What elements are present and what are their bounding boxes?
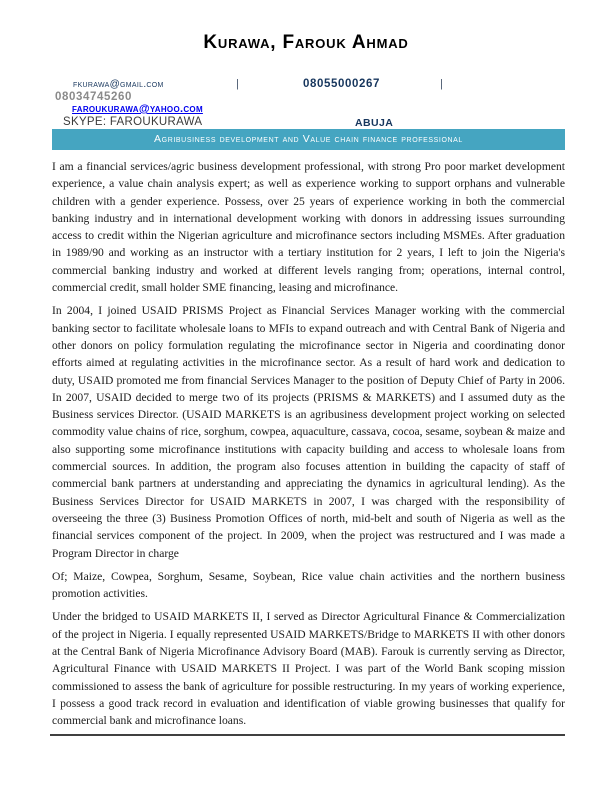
skype-handle: SKYPE: FAROUKURAWA [63, 116, 203, 128]
summary-paragraph-1: I am a financial services/agric business development professional, with strong Pro poor market development experience, a value chain analysis expert; as well as experience working to support orphans and vulnerable children with a gender experience. Possess, over 25 years of experience working in both the commercial banking industry and in international development working with donors in addressing issues surrounding access to credit within the Nigerian agriculture and microfinance sectors including MSMEs. After graduation in 1989/90 and working as an instructor with a tertiary institution for 2 years, I left to join the Nigeria's commercial banking industry and worked at different levels ranging from; operations, internal control, commercial credit, small holder SME financing, leasing and microfinance. [52, 160, 565, 295]
page-title: Kurawa, Farouk Ahmad [203, 32, 409, 53]
phone-secondary: 08034745260 [55, 91, 132, 103]
summary-paragraph-2: In 2004, I joined USAID PRISMS Project as Financial Services Manager working with the commercial banking sector to facilitate wholesale loans to MFIs to expand outreach and with Central Bank of Nigeria and other donors on policy formulation regulating the microfinance sector in Nigeria and coordinating donor efforts aimed at regulating activities in the microfinance sector. As a result of hard work and dedication to duty, USAID promoted me from financial Services Manager to the position of Deputy Chief of Party in 2006. In 2007, USAID decided to merge two of its projects (PRISMS & MARKETS) and I assumed duty as the Business services Director. (USAID MARKETS is an agribusiness development project working on selected commodity value chains of rice, sorghum, cowpea, aquaculture, cassava, cocoa, sesame, soybean & maize and also supporting some microfinance institutions with capacity building and access to wholesale loans from commercial sources. In addition, the program also focuses attention in building the capacity of staff of commercial bank partners at understanding and appreciating the dynamics in agricultural lending). As the Business Services Director for USAID MARKETS in 2007, I was charged with the responsibility of overseeing the three (3) Business Promotion Offices of north, mid-belt and south of Nigeria as well as the financial services component of the project. In 2009, when the project was restructured and I was made a Program Director in charge [52, 304, 565, 560]
phone-primary: 08055000267 [303, 78, 380, 90]
location-label: ABUJA [355, 117, 394, 129]
email-secondary-link[interactable]: faroukurawa@yahoo.com [72, 103, 203, 115]
email-primary: fkurawa@gmail.com [73, 79, 164, 90]
summary-paragraph-4: Under the bridged to USAID MARKETS II, I served as Director Agricultural Finance & Commercialization of the project in Nigeria. I equally represented USAID MARKETS/Bridge to MARKETS II with other donors at the Central Bank of Nigeria Microfinance Advisory Board (MAB). Farouk is currently serving as Director, Agricultural Finance with USAID MARKETS II Project. I was part of the World Bank scoping mission commissioned to assess the bank of agriculture for possible restructuring. In my years of working experience, I possess a good track record in evaluation and identification of viable growing businesses that qualify for commercial bank and microfinance loans. [52, 610, 565, 728]
contact-separator-1: | [236, 78, 239, 90]
professional-summary [52, 158, 565, 736]
contact-separator-2: | [440, 78, 443, 90]
profession-banner: Agribusiness development and Value chain finance professional [52, 129, 565, 150]
section-divider [50, 734, 565, 736]
summary-paragraph-3: Of; Maize, Cowpea, Sorghum, Sesame, Soybean, Rice value chain activities and the northern business promotion activities. [52, 569, 565, 601]
